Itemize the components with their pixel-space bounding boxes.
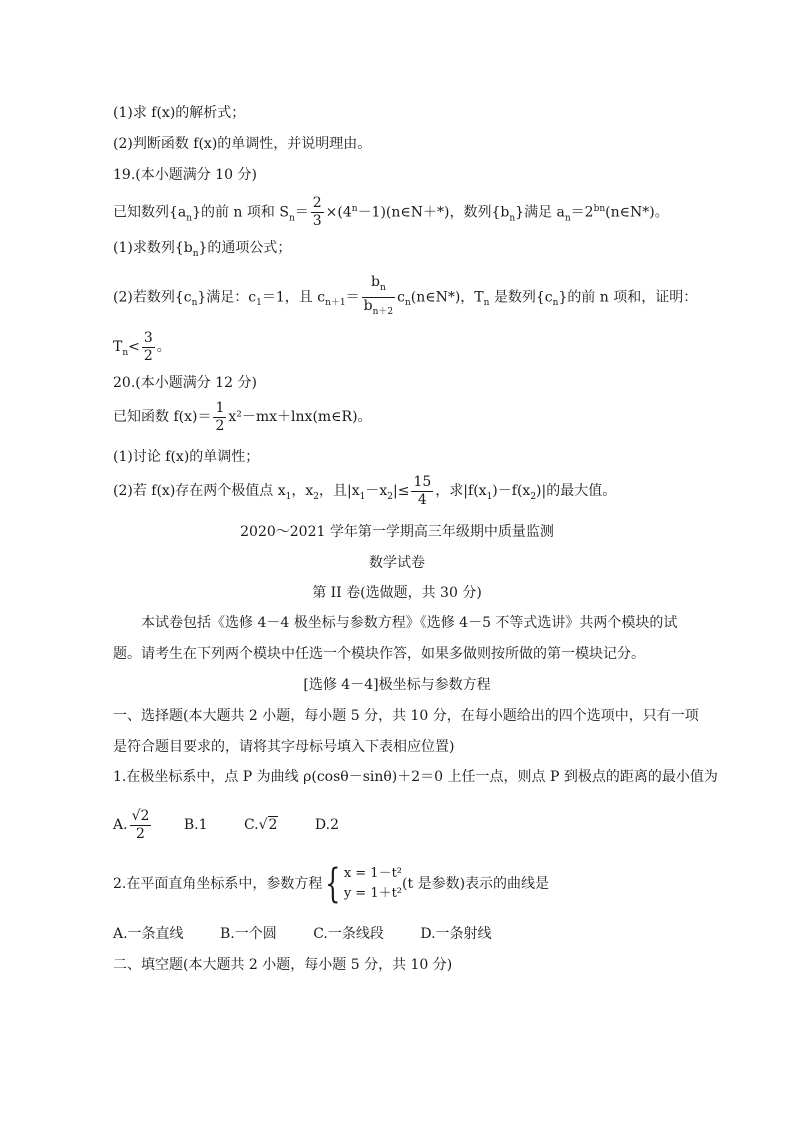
option-b: B.1 [183,817,208,833]
q20-statement: 已知函数 f(x)＝ $\frac{1}{2}$ x²－mx＋lnx(m∈R)。 [113,399,372,434]
exam-title-volume: 第 II 卷(选做题，共 30 分) [312,585,482,601]
q20-heading: 20.(本小题满分 12 分) [113,375,257,391]
option-c: C.√2 [243,817,278,833]
q19-heading: 19.(本小题满分 10 分) [113,167,257,183]
section1-heading-cont: 是符合题目要求的，请将其字母标号填入下表相应位置) [113,739,455,755]
problem1-options [113,803,371,847]
parametric-system: x = 1－t² y = 1＋t² [343,866,403,901]
problem2-options [113,924,524,944]
option-a: A. $\frac{√2}{2}$ [113,807,150,842]
fraction-two-thirds: $\frac{2}{3}$ [312,195,322,230]
option-c: C.一条线段 [313,926,384,942]
brace-symbol: { [325,861,341,907]
exam-title-year: 2020～2021 学年第一学期高三年级期中质量监测 [240,524,554,540]
option-d: D.2 [314,817,340,833]
section2-heading: 二、填空题(本大题共 2 小题，每小题 5 分，共 10 分) [113,957,453,973]
option-d: D.一条射线 [420,926,492,942]
option-a: A.一条直线 [113,926,184,942]
fraction-three-halves: $\frac{3}{2}$ [143,329,153,364]
fraction-fifteen-quarters: $\frac{15}{4}$ [413,473,432,508]
intro-line2: 题。请考生在下列两个模块中任选一个模块作答，如果多做则按所做的第一模块记分。 [113,646,645,662]
fraction-one-half: $\frac{1}{2}$ [215,399,225,434]
q19-statement: 已知数列$\{a_n\}$的前 n 项和 $S_n=$ $\frac{2}{3}$ $\times(4^n-1)(n\in N+*)$，数列$\{b_n\}$满足 $a_n=2^{bn}(n\in N*)$。 [113,195,669,230]
fraction-b-ratio: $\frac{b_n}{b_{n+2}}$ [363,274,394,317]
option-b: B.一个圆 [220,926,277,942]
q19-part1: (1)求数列$\{b_n\}$的通项公式； [113,240,292,259]
problem2-text: 2.在平面直角坐标系中，参数方程{ x = 1－t² y = 1＋t² (t 是参数)表示的曲线是 [113,861,550,907]
q18-part2: (2)判断函数 f(x)的单调性，并说明理由。 [113,136,372,152]
section1-heading: 一、选择题(本大题共 2 小题，每小题 5 分，共 10 分，在每小题给出的四个选项中，只有一项 [113,708,699,724]
q19-part2-conclusion: $T_n<$ $\frac{3}{2}$ 。 [113,329,171,364]
q19-part2: (2)若数列$\{c_n\}$满足：$c_1=1$，且 $c_{n+1}=$ $\frac{b_n}{b_{n+2}}$ $c_n(n\in N*)$，$T_n$ 是数列$\{c_n\}$的前 n 项和，证明： [113,274,697,323]
q18-part1: (1)求 f(x)的解析式； [113,105,246,121]
exam-title-subject: 数学试卷 [369,555,425,571]
q20-part1: (1)讨论 f(x)的单调性； [113,449,260,465]
intro-line1: 本试卷包括《选修 4－4 极坐标与参数方程》《选修 4－5 不等式选讲》共两个模块的试 [141,615,678,631]
q20-part2: (2)若 f(x)存在两个极值点 $x_1$，$x_2$，且$|x_1-x_2|\le$ $\frac{15}{4}$ ，求$|f(x_1)-f(x_2)|$的最大值。 [113,473,617,508]
module-title: [选修 4－4]极坐标与参数方程 [303,677,491,693]
problem1-text: 1.在极坐标系中，点 P 为曲线 ρ(cosθ－sinθ)＋2＝0 上任一点，则点 P 到极点的距离的最小值为 [113,769,718,785]
